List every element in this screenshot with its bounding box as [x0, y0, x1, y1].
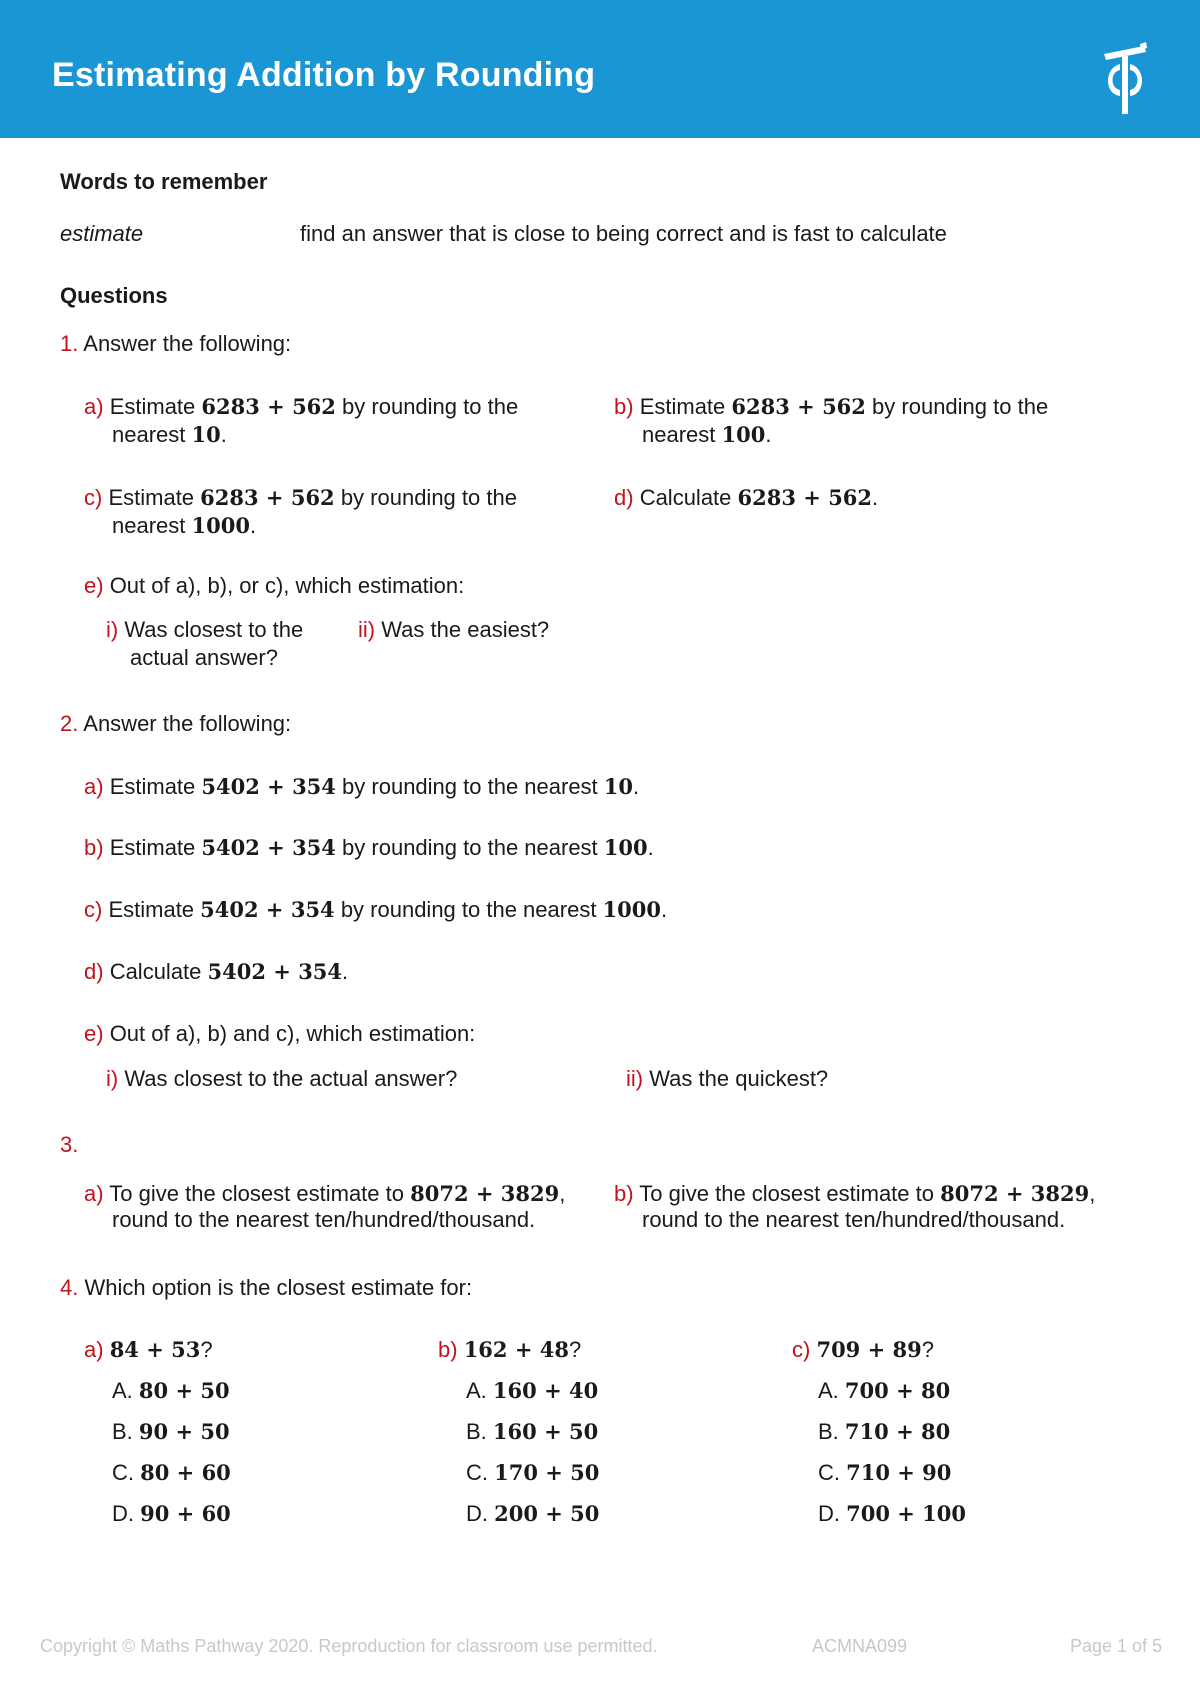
- footer-copyright: Copyright © Maths Pathway 2020. Reproduction for classroom use permitted.: [40, 1636, 658, 1656]
- page-title: Estimating Addition by Rounding: [52, 56, 596, 94]
- punctuation: ?: [568, 1337, 582, 1362]
- option-expression: 200 + 50: [494, 1501, 600, 1526]
- term-estimate: estimate: [60, 221, 144, 246]
- question-4: [60, 1274, 472, 1302]
- math-expression: 6283 + 562: [201, 394, 336, 419]
- math-expression: 6283 + 562: [731, 394, 866, 419]
- part-text: by rounding to the nearest: [342, 774, 598, 799]
- option-c-C: [818, 1459, 951, 1487]
- part-text: by rounding to the: [342, 394, 519, 419]
- part-label: a): [84, 1181, 104, 1206]
- q2-part-b: [84, 834, 654, 862]
- part-text: To give the closest estimate to: [109, 1181, 404, 1206]
- subpart-label: ii): [358, 617, 376, 642]
- subpart-text: Was closest to the: [124, 617, 304, 642]
- part-label: b): [84, 835, 104, 860]
- part-label: d): [84, 959, 104, 984]
- option-c-B: [818, 1418, 950, 1446]
- question-number: 1.: [60, 331, 79, 356]
- subpart-label: ii): [626, 1066, 644, 1091]
- question-prompt: Answer the following:: [83, 711, 292, 736]
- part-text: by rounding to the nearest: [340, 897, 597, 922]
- punctuation: .: [765, 422, 772, 447]
- part-label: d): [614, 485, 634, 510]
- option-letter: C.: [466, 1460, 488, 1485]
- math-expression: 5402 + 354: [201, 774, 336, 799]
- question-3-number: 3.: [60, 1132, 79, 1157]
- part-label: c): [84, 485, 103, 510]
- subpart-label: i): [106, 617, 119, 642]
- option-letter: C.: [818, 1460, 840, 1485]
- question-number: 4.: [60, 1275, 79, 1300]
- option-b-D: [466, 1500, 599, 1528]
- subpart-text: Was the quickest?: [649, 1066, 829, 1091]
- option-expression: 90 + 50: [138, 1419, 230, 1444]
- words-heading: Words to remember: [60, 169, 268, 194]
- option-letter: D.: [466, 1501, 488, 1526]
- option-b-A: [466, 1377, 598, 1405]
- option-b-B: [466, 1418, 598, 1446]
- q2-part-e: [84, 1020, 475, 1048]
- part-text: Estimate: [108, 485, 195, 510]
- option-letter: A.: [466, 1378, 487, 1403]
- q3-part-b: [614, 1180, 1095, 1208]
- punctuation: .: [220, 422, 227, 447]
- part-text: by rounding to the: [872, 394, 1049, 419]
- math-expression: 5402 + 354: [201, 835, 336, 860]
- page-header: [0, 0, 1200, 138]
- footer-code: ACMNA099: [812, 1636, 908, 1656]
- option-c-D: [818, 1500, 966, 1528]
- q2-part-a: [84, 773, 639, 801]
- part-label: b): [614, 394, 634, 419]
- q3-part-b-line2: round to the nearest ten/hundred/thousand.: [642, 1207, 1066, 1232]
- option-letter: A.: [112, 1378, 133, 1403]
- part-text: by rounding to the nearest: [342, 835, 598, 860]
- punctuation: ,: [559, 1181, 566, 1206]
- option-a-D: [112, 1500, 231, 1528]
- term-definition: find an answer that is close to being correct and is fast to calculate: [300, 221, 947, 246]
- q1-part-b: [614, 393, 1048, 421]
- option-c-A: [818, 1377, 950, 1405]
- math-expression: 8072 + 3829: [940, 1181, 1090, 1206]
- part-text: Calculate: [639, 485, 732, 510]
- option-letter: B.: [818, 1419, 839, 1444]
- math-expression: 709 + 89: [816, 1337, 922, 1362]
- part-label: a): [84, 774, 104, 799]
- option-a-B: [112, 1418, 230, 1446]
- option-letter: A.: [818, 1378, 839, 1403]
- option-expression: 710 + 80: [844, 1419, 951, 1444]
- part-label: c): [792, 1337, 811, 1362]
- q1-part-c-line2: [112, 512, 256, 540]
- footer-page-number: Page 1 of 5: [1070, 1636, 1163, 1656]
- punctuation: .: [249, 513, 257, 538]
- option-expression: 710 + 90: [846, 1460, 952, 1485]
- q1-part-d: [614, 484, 878, 512]
- math-value: 100: [721, 422, 766, 447]
- option-letter: C.: [112, 1460, 134, 1485]
- q2-part-c: [84, 896, 667, 924]
- math-expression: 6283 + 562: [200, 485, 335, 510]
- q1-part-e-ii: [358, 616, 549, 644]
- math-value: 1000: [191, 513, 250, 538]
- part-text: nearest: [112, 422, 186, 447]
- option-expression: 160 + 40: [492, 1378, 599, 1403]
- math-expression: 162 + 48: [463, 1337, 569, 1362]
- q1-part-e: [84, 572, 464, 600]
- q1-part-a: [84, 393, 518, 421]
- option-expression: 170 + 50: [494, 1460, 600, 1485]
- option-a-A: [112, 1377, 230, 1405]
- option-letter: B.: [112, 1419, 133, 1444]
- option-letter: B.: [466, 1419, 487, 1444]
- q2-part-e-ii: [626, 1065, 828, 1093]
- subpart-text: Was closest to the actual answer?: [124, 1066, 458, 1091]
- part-label: a): [84, 1337, 104, 1362]
- question-number: 2.: [60, 711, 79, 736]
- q2-part-e-i: [106, 1065, 457, 1093]
- option-expression: 700 + 100: [846, 1501, 967, 1526]
- part-text: Out of a), b) and c), which estimation:: [109, 1021, 476, 1046]
- punctuation: ?: [921, 1337, 934, 1362]
- question-1: [60, 330, 291, 358]
- part-text: Calculate: [109, 959, 202, 984]
- q2-part-d: [84, 958, 348, 986]
- punctuation: ?: [200, 1337, 213, 1362]
- part-text: Out of a), b), or c), which estimation:: [109, 573, 465, 598]
- option-expression: 90 + 60: [140, 1501, 231, 1526]
- math-value: 10: [191, 422, 221, 447]
- option-expression: 80 + 60: [140, 1460, 231, 1485]
- part-text: nearest: [642, 422, 716, 447]
- math-expression: 5402 + 354: [200, 897, 335, 922]
- q1-part-e-i: [106, 616, 303, 644]
- part-text: by rounding to the: [340, 485, 517, 510]
- part-label: e): [84, 573, 104, 598]
- q3-part-a: [84, 1180, 565, 1208]
- q3-part-a-line2: round to the nearest ten/hundred/thousand.: [112, 1207, 536, 1232]
- part-label: c): [84, 897, 103, 922]
- math-expression: 5402 + 354: [207, 959, 343, 984]
- math-value: 1000: [602, 897, 662, 922]
- math-value: 100: [603, 835, 648, 860]
- part-label: b): [614, 1181, 634, 1206]
- option-expression: 700 + 80: [844, 1378, 951, 1403]
- option-a-C: [112, 1459, 231, 1487]
- option-expression: 80 + 50: [138, 1378, 230, 1403]
- part-text: To give the closest estimate to: [639, 1181, 934, 1206]
- q4-part-a: [84, 1336, 213, 1364]
- q1-part-c: [84, 484, 517, 512]
- punctuation: ,: [1089, 1181, 1096, 1206]
- math-expression: 8072 + 3829: [410, 1181, 560, 1206]
- punctuation: .: [872, 485, 879, 510]
- part-text: nearest: [112, 513, 186, 538]
- question-prompt: Which option is the closest estimate for:: [84, 1275, 473, 1300]
- q4-part-b: [438, 1336, 581, 1364]
- part-label: a): [84, 394, 104, 419]
- part-text: Estimate: [108, 897, 195, 922]
- math-expression: 6283 + 562: [737, 485, 873, 510]
- subpart-text: Was the easiest?: [381, 617, 550, 642]
- punctuation: .: [633, 774, 640, 799]
- punctuation: .: [661, 897, 668, 922]
- q4-part-c: [792, 1336, 934, 1364]
- maths-pathway-logo-icon: [1100, 42, 1152, 114]
- part-label: b): [438, 1337, 458, 1362]
- questions-heading: Questions: [60, 283, 168, 308]
- q1-part-b-line2: [642, 421, 771, 449]
- option-b-C: [466, 1459, 599, 1487]
- option-letter: D.: [112, 1501, 134, 1526]
- part-text: Estimate: [109, 774, 196, 799]
- punctuation: .: [647, 835, 654, 860]
- q1-part-a-line2: [112, 421, 227, 449]
- option-letter: D.: [818, 1501, 840, 1526]
- part-text: Estimate: [109, 835, 196, 860]
- part-label: e): [84, 1021, 104, 1046]
- q1-part-e-i-line2: actual answer?: [130, 645, 278, 670]
- math-value: 10: [603, 774, 634, 799]
- question-prompt: Answer the following:: [83, 331, 292, 356]
- math-expression: 84 + 53: [109, 1337, 201, 1362]
- part-text: Estimate: [109, 394, 196, 419]
- subpart-label: i): [106, 1066, 119, 1091]
- question-2: [60, 710, 291, 738]
- punctuation: .: [342, 959, 349, 984]
- option-expression: 160 + 50: [492, 1419, 599, 1444]
- part-text: Estimate: [639, 394, 726, 419]
